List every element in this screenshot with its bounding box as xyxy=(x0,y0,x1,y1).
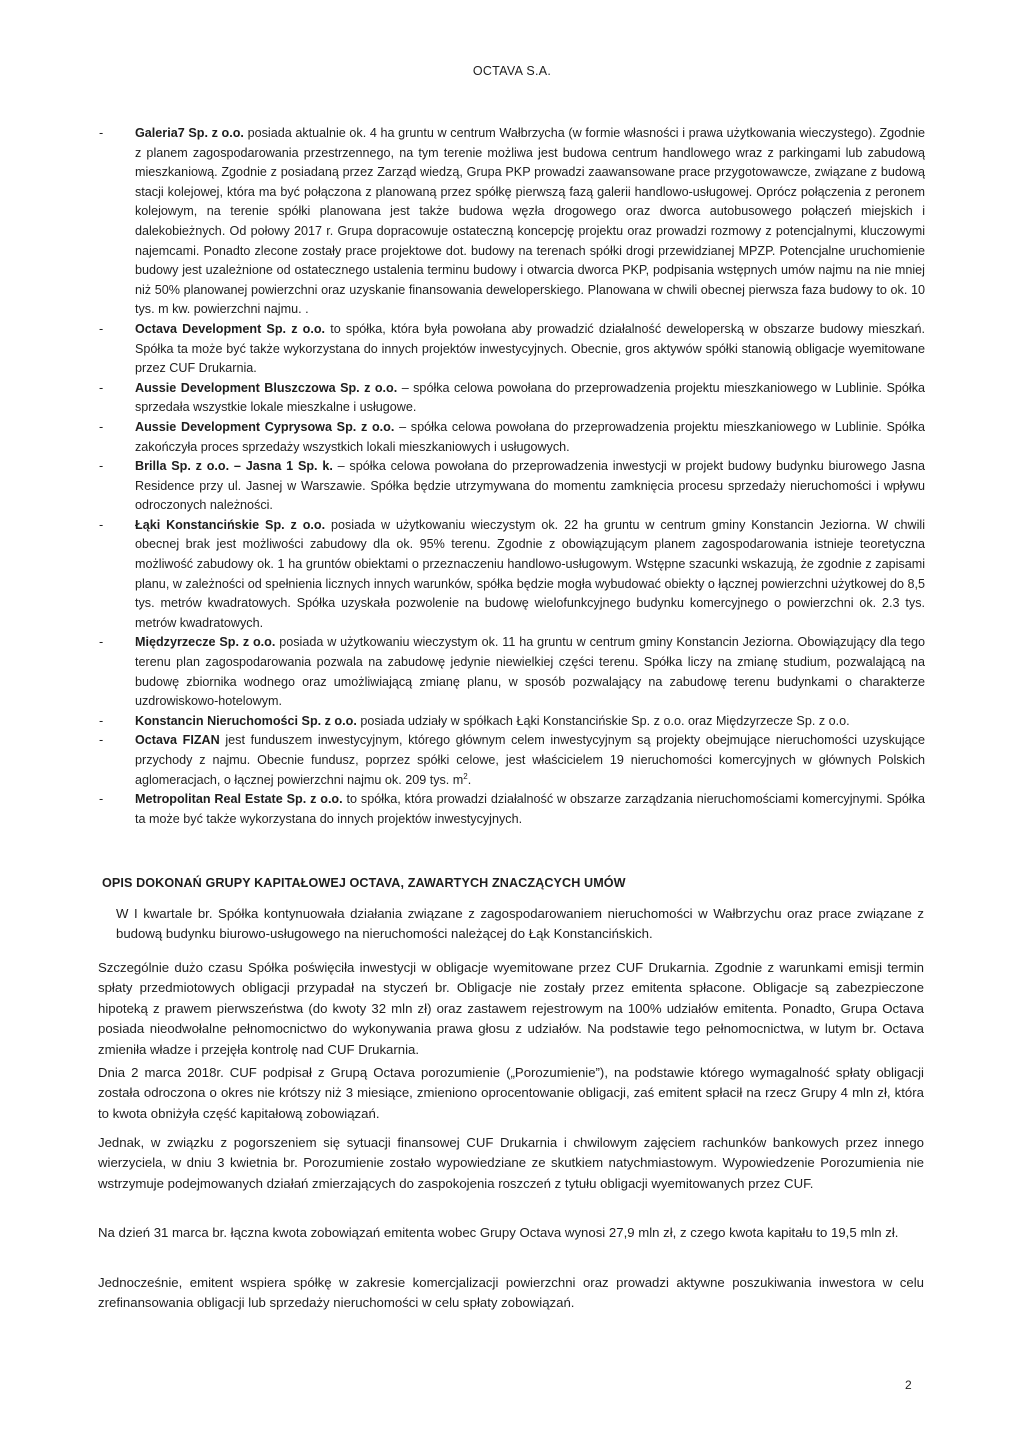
company-name: Octava FIZAN xyxy=(135,733,220,748)
page-header: OCTAVA S.A. xyxy=(472,64,552,78)
list-item xyxy=(97,320,925,379)
company-description-tail: . xyxy=(467,772,472,787)
list-item xyxy=(97,418,925,457)
list-item xyxy=(97,516,925,634)
list-dash: - xyxy=(99,380,104,395)
company-description: – spółka celowa powołana do przeprowadzenia projektu mieszkaniowego w Lublinie. Spółka zakończyła proces sprzedaży wszystkich lokali mieszkaniowych i usługowych. xyxy=(135,419,925,454)
paragraph: Dnia 2 marca 2018r. CUF podpisał z Grupą Octava porozumienie („Porozumienie”), na podstawie którego wymagalność spłaty obligacji została odroczona o okres nie krótszy niż 3 miesiące, zmieniono oprocentowanie obligacji, zaś emitent spłacił na rzecz Grupy 4 mln zł, która to kwota obniżyła część kapitałową zobowiązań. xyxy=(98,1065,924,1121)
list-item xyxy=(97,457,925,516)
list-item xyxy=(97,124,925,320)
list-item xyxy=(97,790,925,829)
list-dash: - xyxy=(99,459,104,474)
company-description: to spółka, która była powołana aby prowadzić działalność deweloperską w obszarze budowy mieszkań. Spółka ta może być także wykorzystana do innych projektów inwestycyjnych. Obecnie, gros aktywów spółki stanowią obligacje wyemitowane przez CUF Drukarnia. xyxy=(135,321,925,376)
paragraph: Jednocześnie, emitent wspiera spółkę w zakresie komercjalizacji powierzchni oraz prowadzi aktywne poszukiwania inwestora w celu zrefinansowania obligacji lub sprzedaży nieruchomości w celu spłaty zobowiązań. xyxy=(98,1275,924,1311)
company-name: Galeria7 Sp. z o.o. xyxy=(135,126,244,140)
company-name: Międzyrzecze Sp. z o.o. xyxy=(135,635,276,650)
list-dash: - xyxy=(99,792,104,807)
company-name: Octava Development Sp. z o.o. xyxy=(135,321,326,336)
list-dash: - xyxy=(99,635,104,650)
list-item xyxy=(97,731,925,790)
company-description: – spółka celowa powołana do przeprowadzenia projektu mieszkaniowego w Lublinie. Spółka sprzedała wszystkie lokale mieszkalne i usługowe. xyxy=(135,380,925,415)
page-number: 2 xyxy=(905,1378,912,1392)
company-name: Aussie Development Cyprysowa Sp. z o.o. xyxy=(135,419,395,434)
company-description: posiada udziały w spółkach Łąki Konstancińskie Sp. z o.o. oraz Międzyrzecze Sp. z o.o. xyxy=(356,713,850,728)
paragraph: Szczególnie dużo czasu Spółka poświęciła inwestycji w obligacje wyemitowane przez CUF Drukarnia. Zgodnie z warunkami emisji termin spłaty przedmiotowych obligacji przypadał na styczeń br. Obligacje nie zostały przez emitenta spłacone. Obligacje są zabezpieczone hipoteką z prawem pierwszeństwa (do kwoty 32 mln zł) oraz zastawem rejestrowym na 100% udziałów emitenta. Ponadto, Grupa Octava posiada nieodwołalne pełnomocnictwo do wykonywania prawa głosu z udziałów. Na podstawie tego pełnomocnictwa, w lutym br. Octava zmieniła władze i przejęła kontrolę nad CUF Drukarnia. xyxy=(98,960,924,1057)
list-item xyxy=(97,379,925,418)
company-description: posiada w użytkowaniu wieczystym ok. 11 ha gruntu w centrum gminy Konstancin Jeziorna. Obowiązujący dla tego terenu plan zagospodarowania pozwala na zabudowę jedynie niewielkiej części terenu. Spółka liczy na zmianę studium, pozwalającą na budowę zbiornika wodnego oraz umożliwiającą zmianę planu, w sposób pozwalający na zabudowę terenu budynkami o charakterze uzdrowiskowo-hotelowym. xyxy=(135,635,926,709)
list-dash: - xyxy=(99,517,104,532)
company-description: posiada w użytkowaniu wieczystym ok. 22 ha gruntu w centrum gminy Konstancin Jeziorna. W chwili obecnej brak jest możliwości zabudowy dla ok. 95% terenu. Zgodnie z obowiązującym planem zagospodarowania istnieje teoretyczna możliwość zabudowy ok. 1 ha gruntów obiektami o przeznaczeniu handlowo-usługowym. Wstępne szacunki wskazują, że zgodnie z zapisami planu, w zależności od spełnienia licznych innych warunków, spółka będzie mogła wybudować obiekty o łącznej powierzchni użytkowej do 8,5 tys. metrów kwadratowych. Spółka uzyskała pozwolenie na budowę wielofunkcyjnego budynku komercyjnego o powierzchni ok. 2.3 tys. metrów kwadratowych. xyxy=(135,517,925,630)
company-description: posiada aktualnie ok. 4 ha gruntu w centrum Wałbrzycha (w formie własności i prawa użytkowania wieczystego). Zgodnie z planem zagospodarowania przestrzennego, na tym terenie możliwa jest budowa centrum handlowego wraz z parkingami lub zabudową mieszkaniową. Zgodnie z posiadaną przez Zarząd wiedzą, Grupa PKP prowadzi zaawansowane prace przygotowawcze, związane z budową stacji kolejowej, która ma być połączona z planowaną przez spółkę pierwszą fazą galerii handlowo-usługowej. Oprócz połączenia z peronem kolejowym, na terenie spółki planowana jest także budowa węzła drogowego oraz dworca autobusowego połączeń miejskich i dalekobieżnych. Od połowy 2017 r. Grupa dopracowuje ostateczną koncepcję projektu oraz prowadzi rozmowy z potencjalnymi, kluczowymi najemcami. Ponadto zlecone zostały prace projektowe dot. budowy na terenach spółki drogi przewidzianej MPZP. Potencjalne uruchomienie budowy jest uzależnione od ostatecznego ustalenia terminu budowy i otwarcia dworca PKP, podpisania wstępnych umów najmu na nie mniej niż 50% planowanej powierzchni oraz uzyskanie finansowania deweloperskiego. Planowana w chwili obecnej pierwsza faza budowy to ok. 10 tys. m kw. powierzchni najmu. . xyxy=(135,126,925,317)
paragraph: Na dzień 31 marca br. łączna kwota zobowiązań emitenta wobec Grupy Octava wynosi 27,9 mln zł, z czego kwota kapitału to 19,5 mln zł. xyxy=(98,1225,899,1240)
company-description: jest funduszem inwestycyjnym, którego głównym celem inwestycyjnym są projekty obejmujące nieruchomości uzyskujące przychody z najmu. Obecnie fundusz, poprzez spółki celowe, jest właścicielem 19 nieruchomości komercyjnych w głównych Polskich aglomeracjach, o łącznej powierzchni najmu ok. 209 tys. m xyxy=(135,733,925,787)
company-description: – spółka celowa powołana do przeprowadzenia inwestycji w projekt budowy budynku biurowego Jasna Residence przy ul. Jasnej w Warszawie. Spółka będzie utrzymywana do momentu zamknięcia procesu sprzedaży nieruchomości i wpływu odroczonych należności. xyxy=(135,459,926,513)
list-dash: - xyxy=(99,321,104,336)
subsidiaries-list xyxy=(97,124,925,829)
paragraph: Jednak, w związku z pogorszeniem się sytuacji finansowej CUF Drukarnia i chwilowym zajęciem rachunków bankowych przez innego wierzyciela, w dniu 3 kwietnia br. Porozumienie zostało wypowiedziane ze skutkiem natychmiastowym. Wypowiedzenie Porozumienia nie wstrzymuje podejmowanych działań zmierzających do zaspokojenia roszczeń z tytułu obligacji wyemitowanych przez CUF. xyxy=(98,1135,924,1191)
company-name: Metropolitan Real Estate Sp. z o.o. xyxy=(135,792,343,807)
list-item xyxy=(97,712,925,732)
list-dash: - xyxy=(99,713,104,728)
company-description: to spółka, która prowadzi działalność w obszarze zarządzania nieruchomościami komercyjnymi. Spółka ta może być także wykorzystana do innych projektów inwestycyjnych. xyxy=(135,792,925,826)
list-dash: - xyxy=(99,419,104,434)
list-dash: - xyxy=(99,733,104,748)
company-name: Aussie Development Bluszczowa Sp. z o.o. xyxy=(135,380,398,395)
list-dash: - xyxy=(99,126,104,140)
section-heading: OPIS DOKONAŃ GRUPY KAPITAŁOWEJ OCTAVA, ZAWARTYCH ZNACZĄCYCH UMÓW xyxy=(102,876,626,890)
company-name: Łąki Konstancińskie Sp. z o.o. xyxy=(135,517,326,532)
superscript: 2 xyxy=(463,771,468,781)
list-item xyxy=(97,633,925,711)
paragraph: W I kwartale br. Spółka kontynuowała działania związane z zagospodarowaniem nieruchomości w Wałbrzychu oraz prace związane z budową budynku biurowo-usługowego na nieruchomości należącej do Łąk Konstancińskich. xyxy=(116,906,924,942)
company-name: Konstancin Nieruchomości Sp. z o.o. xyxy=(135,713,357,728)
company-name: Brilla Sp. z o.o. – Jasna 1 Sp. k. xyxy=(135,459,333,474)
